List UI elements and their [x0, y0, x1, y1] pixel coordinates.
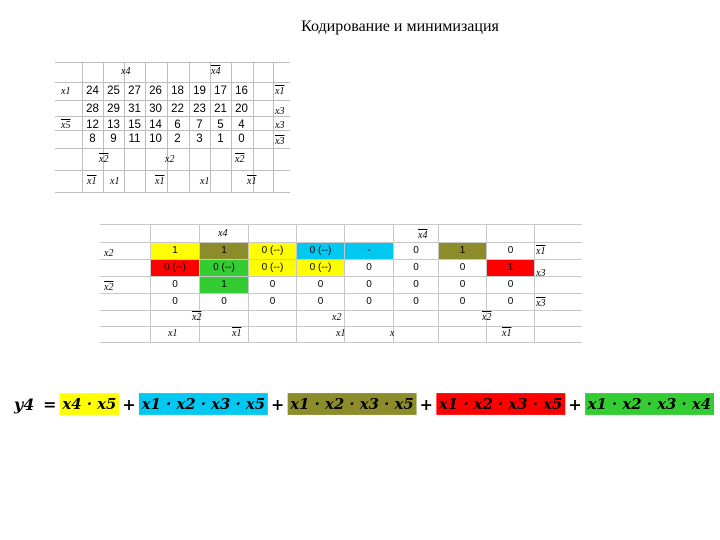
grid-line	[100, 224, 582, 225]
table-cell: 0	[459, 262, 466, 273]
formula-term: x1 · x2 · x3 · x5	[139, 393, 268, 415]
label-x4-bar: x4	[418, 230, 428, 241]
table-cell: 1	[200, 277, 248, 293]
label-x4-bar: x4	[211, 66, 221, 77]
label-x2-bar: x2	[104, 282, 114, 293]
grid-line	[55, 192, 290, 193]
label-bottom: x	[390, 328, 395, 339]
label-right: x1	[536, 246, 546, 257]
grid-line	[55, 148, 290, 149]
karnaugh-map-values	[100, 224, 582, 342]
table-cell: 28	[86, 103, 99, 115]
table-cell: 16	[235, 85, 248, 97]
label-bottom: x1	[87, 176, 97, 187]
table-cell: 0	[413, 279, 419, 290]
formula-plus: +	[122, 394, 136, 414]
table-cell: 2	[174, 133, 181, 145]
label-x4: x4	[218, 228, 228, 239]
table-cell: 4	[238, 119, 245, 131]
grid-line	[55, 62, 290, 63]
minimized-formula	[14, 390, 714, 418]
table-cell: 0	[507, 245, 514, 256]
label-bottom: x1	[336, 328, 346, 339]
formula-lhs: y4	[14, 394, 35, 414]
table-cell: 0	[317, 279, 324, 290]
label-x2: x2	[104, 248, 114, 259]
table-cell: 0 (--)	[249, 243, 296, 259]
table-cell: 1	[439, 243, 486, 259]
page-title: Кодирование и минимизация	[301, 18, 499, 35]
label-right: x3	[275, 136, 285, 147]
table-cell: 20	[235, 103, 248, 115]
label-bottom: x2	[482, 312, 492, 323]
table-cell: 0 (--)	[200, 260, 248, 276]
table-cell: 0	[317, 296, 324, 307]
table-cell: 26	[149, 85, 162, 97]
grid-line	[100, 326, 582, 327]
table-cell: 1	[151, 243, 199, 259]
table-cell: 9	[110, 133, 117, 145]
label-bottom: x1	[110, 176, 120, 187]
table-cell: 0	[172, 279, 178, 290]
table-cell: 11	[128, 133, 141, 145]
table-cell: 15	[128, 119, 141, 131]
table-cell: 0 (--)	[297, 243, 344, 259]
table-cell: -	[345, 243, 393, 259]
label-bottom: x1	[232, 328, 242, 339]
grid-line	[55, 170, 290, 171]
grid-line	[100, 310, 582, 311]
table-cell: 0	[366, 262, 372, 273]
table-cell: 3	[196, 133, 203, 145]
table-cell: 0	[413, 262, 419, 273]
label-right: x3	[536, 298, 546, 309]
table-cell: 8	[89, 133, 96, 145]
formula-plus: +	[419, 394, 433, 414]
table-cell: 19	[193, 85, 206, 97]
table-cell: 0	[238, 133, 245, 145]
table-cell: 0	[459, 279, 466, 290]
label-bottom: x2	[192, 312, 202, 323]
table-cell: 18	[171, 85, 184, 97]
table-cell: 31	[128, 103, 141, 115]
table-cell: 23	[193, 103, 206, 115]
table-cell: 5	[217, 119, 224, 131]
table-cell: 17	[214, 85, 227, 97]
table-cell: 27	[128, 85, 141, 97]
table-cell: 21	[214, 103, 227, 115]
table-cell: 0 (--)	[297, 260, 344, 276]
label-x1: x1	[61, 86, 71, 97]
label-right: x1	[275, 86, 285, 97]
label-bottom: x1	[155, 176, 165, 187]
table-cell: 1	[217, 133, 224, 145]
label-x5-bar: x5	[61, 120, 71, 131]
label-bottom: x1	[200, 176, 210, 187]
table-cell: 14	[149, 119, 162, 131]
grid-line	[100, 342, 582, 343]
table-cell: 10	[149, 133, 162, 145]
label-x4: x4	[121, 66, 131, 77]
table-cell: 0	[366, 296, 372, 307]
table-cell: 0	[507, 296, 514, 307]
label-bottom: x2	[165, 154, 175, 165]
formula-term: x1 · x2 · x3 · x5	[287, 393, 416, 415]
table-cell: 0 (--)	[249, 260, 296, 276]
label-bottom: x2	[235, 154, 245, 165]
label-bottom: x1	[502, 328, 512, 339]
label-right: x3	[275, 106, 285, 117]
label-right: x3	[536, 268, 546, 279]
table-cell: 0	[366, 279, 372, 290]
label-bottom: x2	[332, 312, 342, 323]
table-cell: 0	[459, 296, 466, 307]
table-cell: 29	[107, 103, 120, 115]
table-cell: 12	[86, 119, 99, 131]
table-cell: 0	[221, 296, 227, 307]
table-cell: 25	[107, 85, 120, 97]
formula-term: x4 · x5	[59, 393, 119, 415]
label-bottom: x1	[247, 176, 257, 187]
table-cell: 1	[487, 260, 534, 276]
table-cell: 1	[200, 243, 248, 259]
table-cell: 0	[413, 296, 419, 307]
table-cell: 6	[174, 119, 181, 131]
grid-line	[55, 82, 290, 83]
formula-plus: +	[568, 394, 582, 414]
table-cell: 22	[171, 103, 184, 115]
table-cell: 7	[196, 119, 203, 131]
table-cell: 0	[413, 245, 419, 256]
grid-line	[55, 100, 290, 101]
formula-plus: +	[271, 394, 285, 414]
formula-term: x1 · x2 · x3 · x5	[436, 393, 565, 415]
table-cell: 0 (--)	[151, 260, 199, 276]
formula-term: x1 · x2 · x3 · x4	[585, 393, 714, 415]
label-bottom: x1	[168, 328, 178, 339]
table-cell: 24	[86, 85, 99, 97]
table-cell: 30	[149, 103, 162, 115]
karnaugh-map-numbers	[55, 62, 290, 192]
table-cell: 0	[269, 296, 276, 307]
formula-equals: =	[43, 394, 57, 414]
label-right: x3	[275, 120, 285, 131]
table-cell: 0	[172, 296, 178, 307]
table-cell: 0	[269, 279, 276, 290]
label-bottom: x2	[99, 154, 109, 165]
grid-line	[55, 116, 290, 117]
table-cell: 0	[507, 279, 514, 290]
table-cell: 13	[107, 119, 120, 131]
